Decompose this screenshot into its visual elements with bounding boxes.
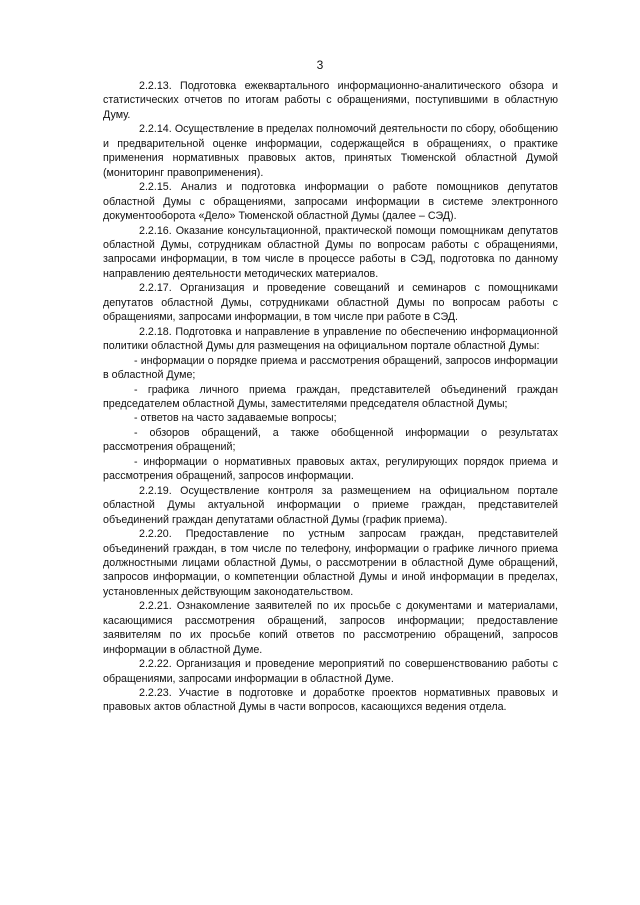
list-item: - графика личного приема граждан, представителей объединений граждан председателем областной Думы, заместителями председателя областной Думы; — [103, 383, 558, 410]
list-item: - обзоров обращений, а также обобщенной информации о результатах рассмотрения обращений; — [103, 426, 558, 454]
document-body — [103, 79, 558, 715]
clause-2-2-14: 2.2.14. Осуществление в пределах полномочий деятельности по сбору, обобщению и предварительной оценке информации, содержащейся в обращениях, о практике применения нормативных правовых актов, принятых Тюменской областной Думой (мониторинг правоприменения). — [103, 123, 558, 179]
clause-2-2-17: 2.2.17. Организация и проведение совещаний и семинаров с помощниками депутатов областной Думы, сотрудниками областной Думы по вопросам работы с обращениями, запросами информации, в том числе при работе в СЭД. — [103, 282, 558, 324]
clause-2-2-19: 2.2.19. Осуществление контроля за размещением на официальном портале областной Думы актуальной информации о приеме граждан, представителей объединений граждан депутатами областной Думы (график приема). — [103, 484, 558, 526]
list-item: - ответов на часто задаваемые вопросы; — [134, 412, 337, 425]
list-item: - информации о нормативных правовых актах, регулирующих порядок приема и рассмотрения обращений, запросов информации. — [103, 455, 558, 483]
clause-2-2-15: 2.2.15. Анализ и подготовка информации о работе помощников депутатов областной Думы с обращениями, запросами информации в системе электронного документооборота «Дело» Тюменской областной Думы (далее – СЭД). — [103, 181, 558, 223]
clause-2-2-18: 2.2.18. Подготовка и направление в управление по обеспечению информационной политики областной Думы для размещения на официальном портале областной Думы: — [103, 325, 558, 353]
clause-2-2-16: 2.2.16. Оказание консультационной, практической помощи помощникам депутатов областной Думы, сотрудникам областной Думы по вопросам работы с обращениями, запросами информации, в том числе в процессе работы в СЭД, подготовка по данному направлению деятельности методических материалов. — [103, 224, 558, 280]
clause-2-2-20: 2.2.20. Предоставление по устным запросам граждан, представителей объединений граждан, в том числе по телефону, информации о графике личного приема должностными лицами областной Думы, о рассмотрении в областной Думе обращений, запросов информации, о компетенции областной Думы и иной информации в пределах, установленных действующим законодательством. — [103, 528, 558, 598]
list-item: - информации о порядке приема и рассмотрения обращений, запросов информации в областной Думе; — [103, 354, 558, 382]
page-number: 3 — [316, 58, 324, 72]
clause-2-2-13: 2.2.13. Подготовка ежеквартального информационно-аналитического обзора и статистических отчетов по итогам работы с обращениями, поступившими в областную Думу. — [103, 80, 558, 121]
clause-2-2-21: 2.2.21. Ознакомление заявителей по их просьбе с документами и материалами, касающимися рассмотрения обращений, запросов информации; предоставление заявителям по их просьбе копий ответов по рассмотрению обращений, запросов информации в областной Думе. — [103, 600, 558, 656]
clause-2-2-23: 2.2.23. Участие в подготовке и доработке проектов нормативных правовых и правовых актов областной Думы в части вопросов, касающихся ведения отдела. — [103, 687, 558, 714]
clause-2-2-22: 2.2.22. Организация и проведение мероприятий по совершенствованию работы с обращениями, запросами информации в областной Думе. — [103, 658, 558, 685]
